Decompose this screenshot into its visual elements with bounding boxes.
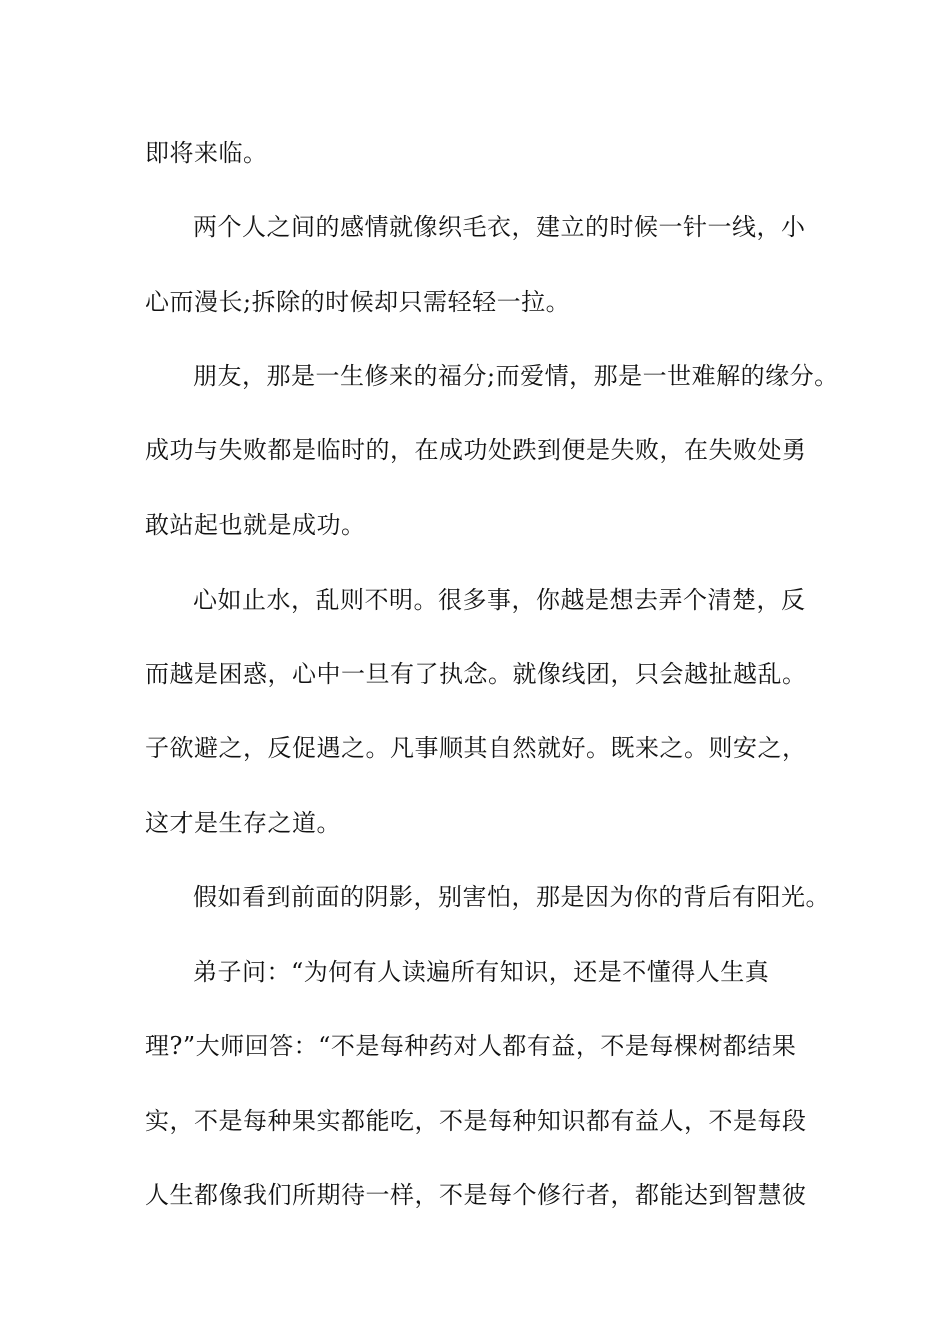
text-line: 即将来临。 <box>145 139 268 167</box>
text-line: 敢站起也就是成功。 <box>145 511 366 539</box>
text-line: 成功与失败都是临时的，在成功处跌到便是失败，在失败处勇 <box>145 436 807 464</box>
text-line: 两个人之间的感情就像织毛衣，建立的时候一针一线，小 <box>193 213 806 241</box>
text-line: 而越是困惑，心中一旦有了执念。就像线团，只会越扯越乱。 <box>145 660 807 688</box>
text-line: 理?”大师回答：“不是每种药对人都有益，不是每棵树都结果 <box>145 1032 797 1060</box>
text-line: 假如看到前面的阴影，别害怕，那是因为你的背后有阳光。 <box>193 883 830 911</box>
text-line: 这才是生存之道。 <box>145 809 341 837</box>
text-line: 心如止水，乱则不明。很多事，你越是想去弄个清楚，反 <box>193 586 806 614</box>
text-line: 人生都像我们所期待一样，不是每个修行者，都能达到智慧彼 <box>145 1181 807 1209</box>
text-line: 实，不是每种果实都能吃，不是每种知识都有益人，不是每段 <box>145 1107 807 1135</box>
text-line: 子欲避之，反促遇之。凡事顺其自然就好。既来之。则安之， <box>145 734 807 762</box>
text-line: 朋友，那是一生修来的福分;而爱情，那是一世难解的缘分。 <box>193 362 839 390</box>
text-line: 弟子问：“为何有人读遍所有知识，还是不懂得人生真 <box>193 958 770 986</box>
text-line: 心而漫长;拆除的时候却只需轻轻一拉。 <box>145 288 571 316</box>
